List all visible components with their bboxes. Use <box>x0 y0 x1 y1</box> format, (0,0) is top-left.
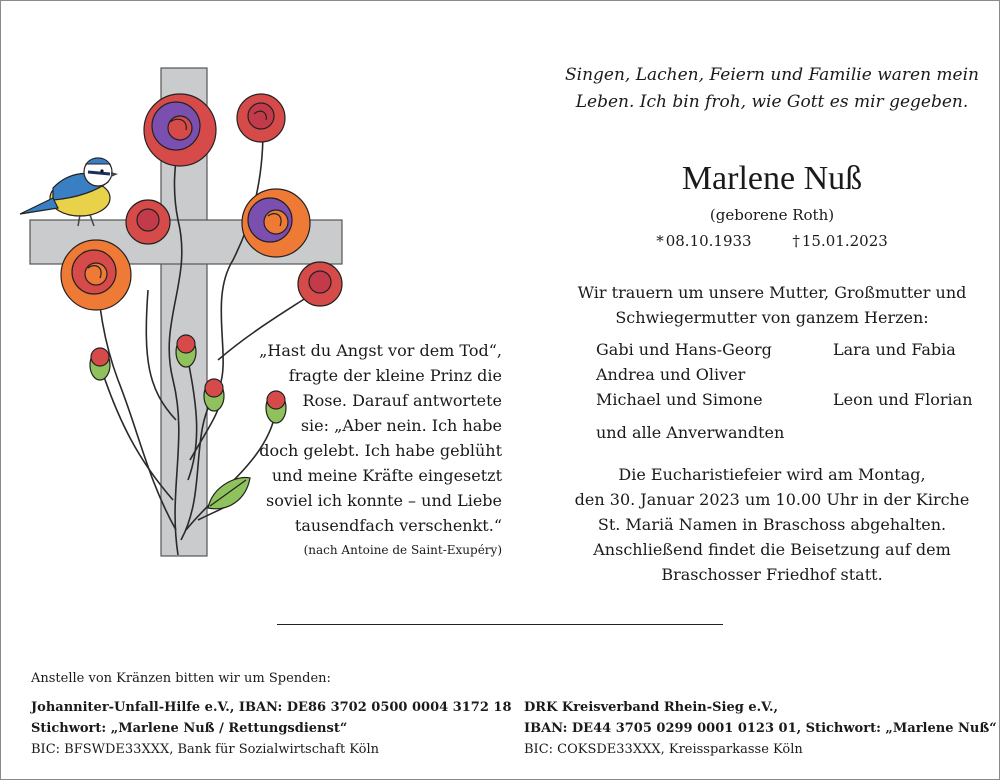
quote-line: soviel ich konnte – und Liebe <box>265 491 502 510</box>
quote-line: doch gelebt. Ich habe geblüht <box>259 441 502 460</box>
bud-2 <box>176 335 196 367</box>
birth-star-icon: * <box>656 232 664 250</box>
donation-left-line-2: Stichwort: „Marlene Nuß / Rettungsdienst“ <box>31 721 348 736</box>
maiden-name: (geborene Roth) <box>709 206 835 224</box>
family-name: Michael und Simone <box>596 390 763 409</box>
quote-line: Rose. Darauf antwortete <box>302 391 502 410</box>
family-name: Andrea und Oliver <box>596 365 746 384</box>
birth-date: 08.10.1933 <box>665 232 752 250</box>
rose-purple-large <box>144 94 216 166</box>
mourning-line-1: Wir trauern um unsere Mutter, Großmutter und <box>577 283 967 302</box>
relatives: und alle Anverwandten <box>596 423 785 442</box>
blue-tit-bird-icon <box>20 158 118 226</box>
service-line: Braschosser Friedhof statt. <box>661 565 883 584</box>
donation-left-line-1: Johanniter-Unfall-Hilfe e.V., IBAN: DE86 3702 0500 0004 3172 18 <box>31 700 512 715</box>
service-info <box>560 462 984 587</box>
service-line: Die Eucharistiefeier wird am Montag, <box>618 465 926 484</box>
divider <box>277 624 723 625</box>
service-line: Anschließend findet die Beisetzung auf dem <box>593 540 951 559</box>
quote-line: sie: „Aber nein. Ich habe <box>300 416 502 435</box>
deceased-name: Marlene Nuß <box>681 160 863 197</box>
donation-right-line-1: DRK Kreisverband Rhein-Sieg e.V., <box>524 700 779 715</box>
rose-red-top <box>237 94 285 142</box>
motto <box>560 62 984 116</box>
quote-line: tausendfach verschenkt.“ <box>294 516 502 535</box>
life-dates <box>560 230 984 252</box>
family-name: Lara und Fabia <box>833 340 956 359</box>
prince-quote <box>258 338 502 559</box>
rose-orange-left <box>61 240 131 310</box>
donation-intro: Anstelle von Kränzen bitten wir um Spenden: <box>31 671 331 686</box>
quote-line: fragte der kleine Prinz die <box>288 366 502 385</box>
motto-line-2: Leben. Ich bin froh, wie Gott es mir gegeben. <box>575 92 969 112</box>
donation-right-line-3: BIC: COKSDE33XXX, Kreissparkasse Köln <box>524 742 803 757</box>
birth <box>656 230 751 252</box>
mourning-line-2: Schwiegermutter von ganzem Herzen: <box>615 308 929 327</box>
motto-line-1: Singen, Lachen, Feiern und Familie waren mein <box>565 65 979 85</box>
quote-source: (nach Antoine de Saint-Exupéry) <box>303 543 502 557</box>
service-line: St. Mariä Namen in Braschoss abgehalten. <box>597 515 947 534</box>
mourning-text <box>560 280 984 330</box>
bud-3 <box>204 379 224 411</box>
rose-orange-right <box>242 189 310 257</box>
family-name: Leon und Florian <box>833 390 973 409</box>
donation-right <box>524 697 997 760</box>
service-line: den 30. Januar 2023 um 10.00 Uhr in der Kirche <box>574 490 970 509</box>
donation-right-line-2: IBAN: DE44 3705 0299 0001 0123 01, Stichwort: „Marlene Nuß“ <box>524 721 997 736</box>
bud-1 <box>90 348 110 380</box>
donation-left-line-3: BIC: BFSWDE33XXX, Bank für Sozialwirtschaft Köln <box>31 742 380 757</box>
death-date: 15.01.2023 <box>801 232 888 250</box>
family-name: Gabi und Hans-Georg <box>596 340 772 359</box>
quote-line: „Hast du Angst vor dem Tod“, <box>259 341 502 360</box>
death <box>792 230 887 252</box>
death-cross-icon: † <box>792 232 800 250</box>
rose-red-left-small <box>126 200 170 244</box>
rose-red-right-small <box>298 262 342 306</box>
donation-left <box>31 697 512 760</box>
quote-line: und meine Kräfte eingesetzt <box>271 466 502 485</box>
